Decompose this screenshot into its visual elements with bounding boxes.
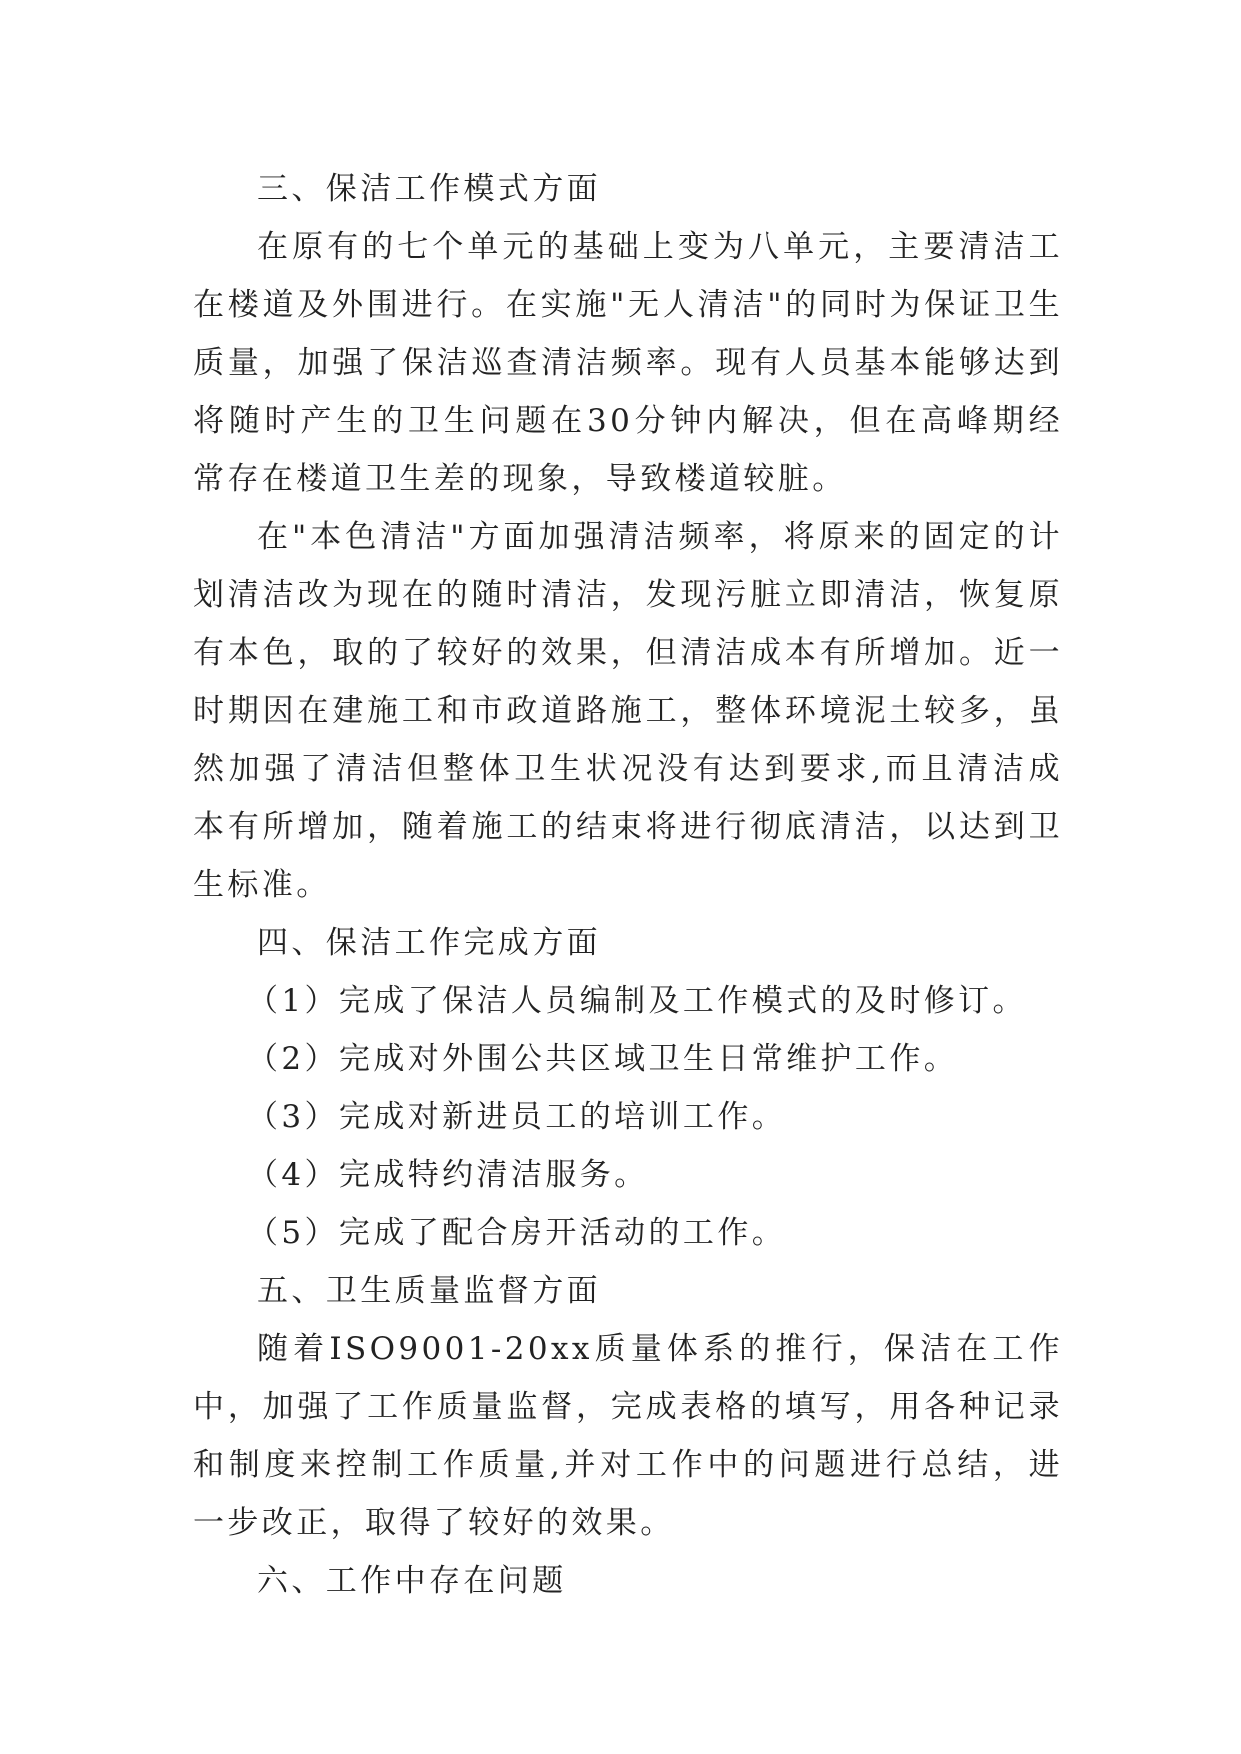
section-heading-4: 四、保洁工作完成方面 [257, 925, 601, 961]
list-item: （5）完成了配合房开活动的工作。 [247, 1215, 787, 1251]
list-item: （1）完成了保洁人员编制及工作模式的及时修订。 [247, 983, 1027, 1019]
list-item: （3）完成对新进员工的培训工作。 [247, 1099, 787, 1135]
paragraph-cleaning-mode: 在原有的七个单元的基础上变为八单元，主要清洁工在楼道及外围进行。在实施"无人清洁"的同时为保证卫生质量，加强了保洁巡查清洁频率。现有人员基本能够达到将随时产生的卫生问题在30分钟内解决，但在高峰期经常存在楼道卫生差的现象，导致楼道较脏。 [193, 229, 1063, 497]
list-item: （2）完成对外围公共区域卫生日常维护工作。 [247, 1041, 959, 1077]
list-item: （4）完成特约清洁服务。 [247, 1157, 649, 1193]
section-heading-3: 三、保洁工作模式方面 [257, 171, 601, 207]
paragraph-natural-cleaning: 在"本色清洁"方面加强清洁频率，将原来的固定的计划清洁改为现在的随时清洁，发现污脏立即清洁，恢复原有本色，取的了较好的效果，但清洁成本有所增加。近一时期因在建施工和市政道路施工，整体环境泥土较多，虽然加强了清洁但整体卫生状况没有达到要求,而且清洁成本有所增加，随着施工的结束将进行彻底清洁，以达到卫生标准。 [193, 519, 1063, 903]
document-body [193, 160, 1063, 1610]
section-heading-5: 五、卫生质量监督方面 [257, 1273, 601, 1309]
section-heading-6: 六、工作中存在问题 [257, 1563, 567, 1599]
paragraph-quality-supervision: 随着ISO9001-20xx质量体系的推行，保洁在工作中，加强了工作质量监督，完成表格的填写，用各种记录和制度来控制工作质量,并对工作中的问题进行总结，进一步改正，取得了较好的效果。 [193, 1331, 1063, 1541]
